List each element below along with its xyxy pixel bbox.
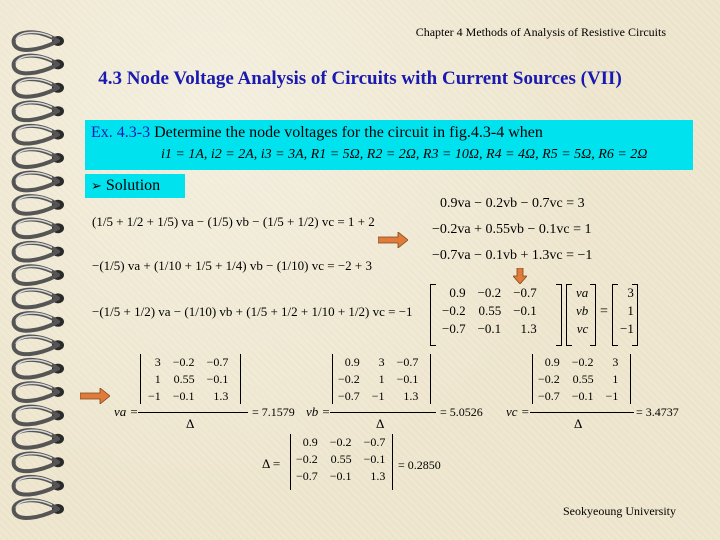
vc-result: = 3.4737 <box>636 405 679 419</box>
va-label: va = <box>114 404 139 419</box>
vb-result: = 5.0526 <box>440 405 483 419</box>
cell: 1 <box>154 372 161 386</box>
cell: −0.2 <box>172 355 195 369</box>
simplified-eq-2: −0.2va + 0.55vb − 0.1vc = 1 <box>432 222 592 237</box>
delta-symbol: Δ <box>376 416 385 431</box>
va-numerator-matrix <box>142 354 234 405</box>
example-label: Ex. 4.3-3 <box>91 124 151 141</box>
cell: −0.1 <box>172 389 195 403</box>
cell: −0.2 <box>329 435 352 449</box>
a33: 1.3 <box>520 321 537 336</box>
problem-statement <box>91 124 543 142</box>
problem-box <box>85 120 693 170</box>
problem-text: Determine the node voltages for the circuit in fig.4.3-4 when <box>154 124 543 141</box>
node-equation-2: −(1/5) va + (1/10 + 1/5 + 1/4) vb − (1/10) vc = −2 + 3 <box>92 258 372 273</box>
simplified-eq-1: 0.9va − 0.2vb − 0.7vc = 3 <box>440 196 585 211</box>
cell: 3 <box>154 355 161 369</box>
solution-box <box>85 174 185 198</box>
cell: 1.3 <box>370 469 386 483</box>
a31: −0.7 <box>442 321 466 336</box>
a13: −0.7 <box>513 285 537 300</box>
cell: 0.9 <box>302 435 318 449</box>
det-bar-right <box>430 354 431 404</box>
cell: −0.2 <box>571 355 594 369</box>
vector-v-bracket-right <box>590 284 596 346</box>
det-bar-right <box>240 354 241 404</box>
matrix-bracket-right <box>556 284 562 346</box>
cell: −0.1 <box>206 372 229 386</box>
cell: −0.7 <box>396 355 419 369</box>
a32: −0.1 <box>477 321 502 336</box>
va-entry: va <box>576 285 589 300</box>
cell: 1.3 <box>403 389 419 403</box>
arrow-bullet-icon: ➢ <box>91 178 102 193</box>
cell: 1 <box>378 372 385 386</box>
a11: 0.9 <box>449 285 466 300</box>
cell: −0.7 <box>206 355 229 369</box>
a12: −0.2 <box>477 285 502 300</box>
solution-label: Solution <box>105 177 161 194</box>
chapter-header: Chapter 4 Methods of Analysis of Resistive Circuits <box>415 25 666 39</box>
cell: −1 <box>371 389 385 403</box>
cell: 0.55 <box>330 452 352 466</box>
cell: −0.2 <box>338 372 360 386</box>
vector-b-bracket-right <box>632 284 638 346</box>
cell: −0.7 <box>338 389 360 403</box>
a23: −0.1 <box>513 303 537 318</box>
vb-numerator-matrix <box>332 354 424 405</box>
va-result: = 7.1579 <box>252 405 295 419</box>
delta-symbol: Δ <box>574 416 583 431</box>
delta-symbol: Δ <box>186 416 195 431</box>
det-bar-right <box>392 434 393 490</box>
cell: 0.55 <box>173 372 195 386</box>
cell: 0.55 <box>572 372 594 386</box>
b1-entry: 3 <box>627 285 634 300</box>
vc-numerator-matrix <box>532 354 624 405</box>
cell: −0.2 <box>296 452 318 466</box>
cell: 1.3 <box>213 389 229 403</box>
node-equation-1: (1/5 + 1/2 + 1/5) va − (1/5) vb − (1/5 + 1/2) vc = 1 + 2 <box>92 214 375 229</box>
cell: 3 <box>378 355 385 369</box>
cell: −1 <box>605 389 619 403</box>
vb-label: vb = <box>306 404 331 419</box>
slide-title: 4.3 Node Voltage Analysis of Circuits with Current Sources (VII) <box>98 68 622 89</box>
determinant-matrix <box>290 434 391 485</box>
det-bar-left <box>140 354 141 404</box>
node-equation-3: −(1/5 + 1/2) va − (1/10) vb + (1/5 + 1/2 + 1/10 + 1/2) vc = −1 <box>92 304 413 319</box>
vb-entry: vb <box>576 303 589 318</box>
cell: −1 <box>148 389 161 403</box>
a21: −0.2 <box>442 303 466 318</box>
right-arrow-icon <box>80 388 110 404</box>
right-arrow-icon <box>378 232 408 248</box>
cell: −0.2 <box>538 372 560 386</box>
vc-label: vc = <box>506 404 530 419</box>
given-values: i1 = 1A, i2 = 2A, i3 = 3A, R1 = 5Ω, R2 = 2Ω, R3 = 10Ω, R4 = 4Ω, R5 = 5Ω, R6 = 2Ω <box>161 147 648 162</box>
a22: 0.55 <box>478 303 502 318</box>
footer-university: Seokyeoung University <box>563 504 676 518</box>
cell: −0.1 <box>329 469 352 483</box>
determinant-result: = 0.2850 <box>398 458 441 472</box>
cell: −0.7 <box>538 389 560 403</box>
cell: −0.7 <box>296 469 318 483</box>
cell: −0.7 <box>363 435 386 449</box>
coefficient-matrix <box>436 284 543 338</box>
det-bar-right <box>630 354 631 404</box>
vc-entry: vc <box>576 321 589 336</box>
cell: −0.1 <box>571 389 594 403</box>
cell: 0.9 <box>344 355 360 369</box>
fraction-line <box>330 412 436 413</box>
fraction-line <box>530 412 634 413</box>
determinant-label: Δ = <box>262 456 281 471</box>
cell: −0.1 <box>396 372 419 386</box>
b2-entry: 1 <box>627 303 634 318</box>
down-arrow-icon <box>513 268 527 284</box>
cell: 3 <box>612 355 619 369</box>
cell: 1 <box>612 372 619 386</box>
cell: 0.9 <box>544 355 560 369</box>
b3-entry: −1 <box>620 321 634 336</box>
equals-sign: = <box>600 304 608 319</box>
fraction-line <box>138 412 248 413</box>
cell: −0.1 <box>363 452 386 466</box>
simplified-eq-3: −0.7va − 0.1vb + 1.3vc = −1 <box>432 248 593 263</box>
